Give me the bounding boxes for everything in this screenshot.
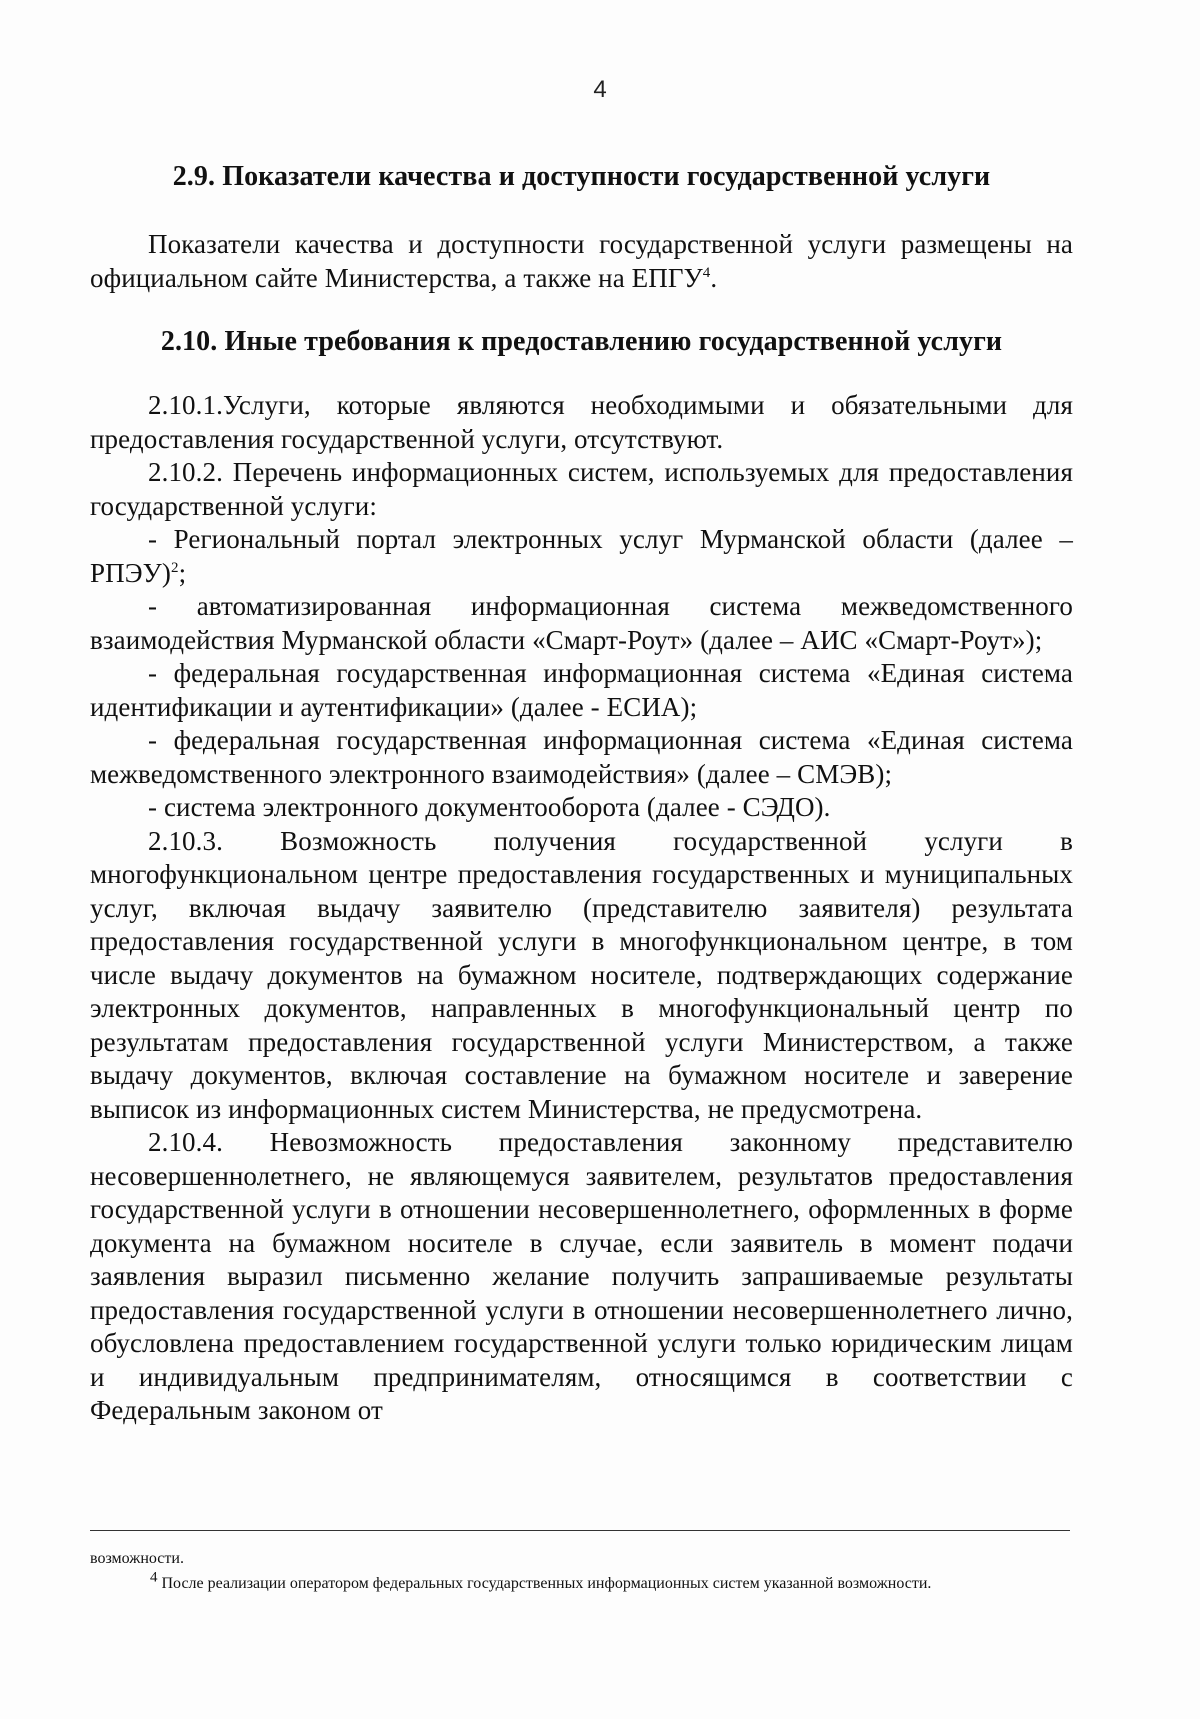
page-number: 4 — [593, 76, 607, 103]
section-2-9-heading: 2.9. Показатели качества и доступности государственной услуги — [172, 161, 991, 192]
footnote-4-text: После реализации оператором федеральных государственных информационных систем указанной возможности. — [157, 1575, 932, 1592]
section-2-9-paragraph-text: Показатели качества и доступности государственной услуги размещены на официальном сайте Министерства, а также на ЕПГУ — [90, 229, 1073, 293]
section-2-9-paragraph-end: . — [710, 262, 718, 293]
list-item-esia: - федеральная государственная информационная система «Единая система идентификации и аутентификации» (далее - ЕСИА); — [90, 658, 1073, 722]
footnote-4-marker: 4 — [150, 1569, 158, 1586]
list-item-sedo: - система электронного документооборота (далее - СЭДО). — [148, 792, 831, 822]
footnote-continued: возможности. — [90, 1550, 184, 1567]
section-2-10-heading: 2.10. Иные требования к предоставлению государственной услуги — [160, 326, 1003, 357]
footnote-ref-4: 4 — [702, 264, 711, 281]
paragraph-2-10-4: 2.10.4. Невозможность предоставления законному представителю несовершеннолетнего, не являющемуся заявителем, результатов предоставления государственной услуги в отношении несовершеннолетнего, оформленных в форме документа на бумажном носителе в случае, если заявитель в момент подачи заявления выразил письменно желание получить запрашиваемые результаты предоставления государственной услуги в отношении несовершеннолетнего лично, обусловлена предоставлением государственной услуги только юридическим лицам и индивидуальным предпринимателям, относящимся в соответствии с Федеральным законом от — [90, 1127, 1073, 1425]
footnote-divider — [90, 1530, 1070, 1531]
list-item-rpeu — [90, 523, 1073, 590]
paragraph-2-10-3: 2.10.3. Возможность получения государственной услуги в многофункциональном центре предоставления государственных и муниципальных услуг, включая выдачу заявителю (представителю заявителя) результата предоставления государственной услуги в многофункциональном центре, в том числе выдачу документов на бумажном носителе, подтверждающих содержание электронных документов, направленных в многофункциональный центр по результатам предоставления государственной услуги Министерством, а также выдачу документов, включая составление на бумажном носителе и заверение выписок из информационных систем Министерства, не предусмотрена. — [90, 825, 1073, 1124]
footnote-ref-2: 2 — [170, 559, 179, 576]
paragraph-2-10-1: 2.10.1.Услуги, которые являются необходимыми и обязательными для предоставления государственной услуги, отсутствуют. — [90, 390, 1073, 454]
document-body — [90, 160, 1073, 1428]
list-item-smev: - федеральная государственная информационная система «Единая система межведомственного электронного взаимодействия» (далее – СМЭВ); — [90, 725, 1073, 789]
list-item-rpeu-text: - Региональный портал электронных услуг Мурманской области (далее – РПЭУ) — [90, 524, 1073, 588]
paragraph-2-10-2: 2.10.2. Перечень информационных систем, используемых для предоставления государственной услуги: — [90, 457, 1073, 521]
list-item-rpeu-end: ; — [178, 557, 187, 588]
footnote-4 — [90, 1571, 1073, 1596]
list-item-ais: - автоматизированная информационная система межведомственного взаимодействия Мурманской области «Смарт-Роут» (далее – АИС «Смарт-Роут»); — [90, 591, 1073, 655]
footnotes-area — [90, 1546, 1073, 1596]
section-2-9-paragraph — [90, 228, 1073, 295]
